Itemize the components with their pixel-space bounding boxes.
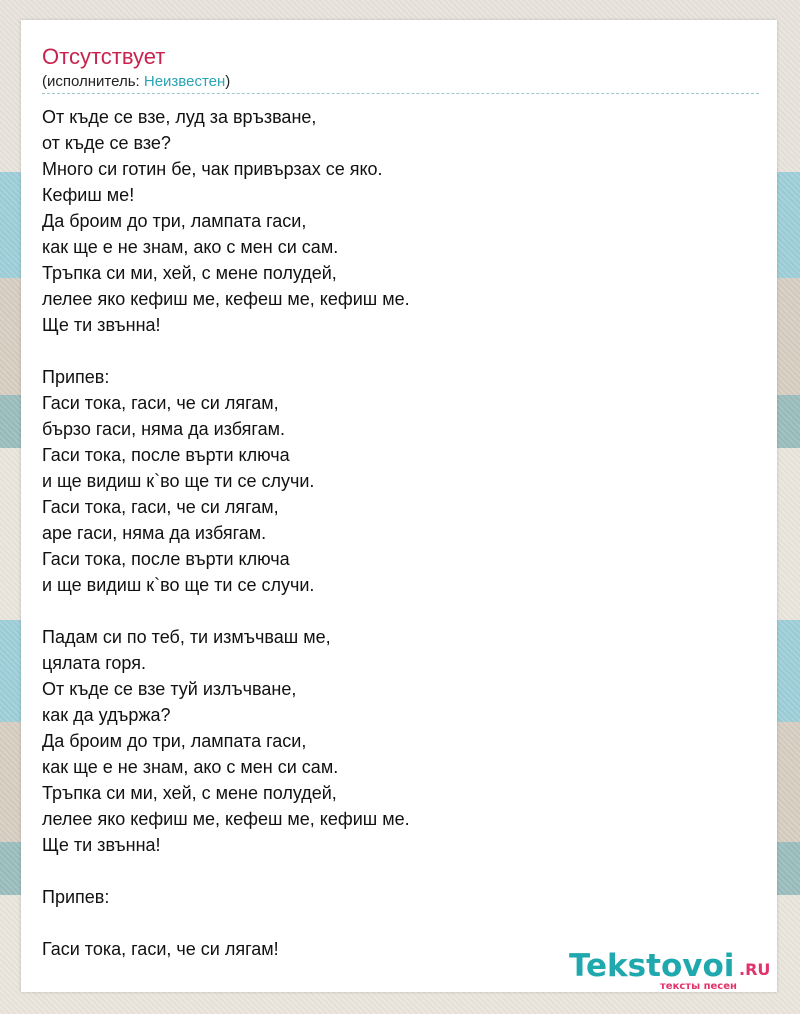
lyrics-line: Ще ти звънна! <box>42 315 161 335</box>
lyrics-line: Гаси тока, гаси, че си лягам! <box>42 939 279 959</box>
logo-wordmark: Tekstovoi <box>569 948 735 984</box>
artist-link[interactable]: Неизвестен <box>143 73 226 90</box>
lyrics-line: Гаси тока, гаси, че си лягам, <box>42 497 279 517</box>
site-logo[interactable] <box>569 948 775 994</box>
lyrics-line: От къде се взе туй излъчване, <box>42 679 297 699</box>
lyrics-line: как да удържа? <box>42 705 171 725</box>
lyrics-blank-line <box>42 338 410 364</box>
lyrics-line: Припев: <box>42 367 110 387</box>
lyrics-line: и ще видиш к`во ще ти се случи. <box>42 575 315 595</box>
lyrics-line: Ще ти звънна! <box>42 835 161 855</box>
lyrics-line: Да броим до три, лампата гаси, <box>42 731 307 751</box>
artist-suffix: ) <box>225 73 231 90</box>
lyrics-blank-line <box>42 910 410 936</box>
artist-line <box>42 73 230 91</box>
logo-tagline: тексты песен <box>660 981 737 992</box>
logo-domain: .RU <box>739 960 771 979</box>
lyrics-line: от къде се взе? <box>42 133 171 153</box>
lyrics-text <box>42 104 410 962</box>
song-title: Отсутствует <box>42 44 166 69</box>
lyrics-card <box>21 20 777 992</box>
lyrics-line: Много си готин бе, чак привързах се яко. <box>42 159 383 179</box>
lyrics-line: Кефиш ме! <box>42 185 135 205</box>
lyrics-line: лелее яко кефиш ме, кефеш ме, кефиш ме. <box>42 289 410 309</box>
lyrics-line: аре гаси, няма да избягам. <box>42 523 267 543</box>
lyrics-line: бързо гаси, няма да избягам. <box>42 419 285 439</box>
lyrics-line: Тръпка си ми, хей, с мене полудей, <box>42 263 337 283</box>
lyrics-line: Гаси тока, гаси, че си лягам, <box>42 393 279 413</box>
lyrics-line: Гаси тока, после върти ключа <box>42 549 290 569</box>
artist-prefix: (исполнитель: <box>42 73 144 90</box>
lyrics-line: Припев: <box>42 887 110 907</box>
lyrics-blank-line <box>42 598 410 624</box>
lyrics-line: Да броим до три, лампата гаси, <box>42 211 307 231</box>
lyrics-line: как ще е не знам, ако с мен си сам. <box>42 757 339 777</box>
lyrics-blank-line <box>42 858 410 884</box>
title-divider <box>42 93 759 94</box>
lyrics-line: и ще видиш к`во ще ти се случи. <box>42 471 315 491</box>
lyrics-line: Гаси тока, после върти ключа <box>42 445 290 465</box>
lyrics-line: лелее яко кефиш ме, кефеш ме, кефиш ме. <box>42 809 410 829</box>
lyrics-line: Падам си по теб, ти измъчваш ме, <box>42 627 331 647</box>
lyrics-line: цялата горя. <box>42 653 146 673</box>
lyrics-line: как ще е не знам, ако с мен си сам. <box>42 237 339 257</box>
lyrics-line: Тръпка си ми, хей, с мене полудей, <box>42 783 337 803</box>
lyrics-line: От къде се взе, луд за връзване, <box>42 107 317 127</box>
